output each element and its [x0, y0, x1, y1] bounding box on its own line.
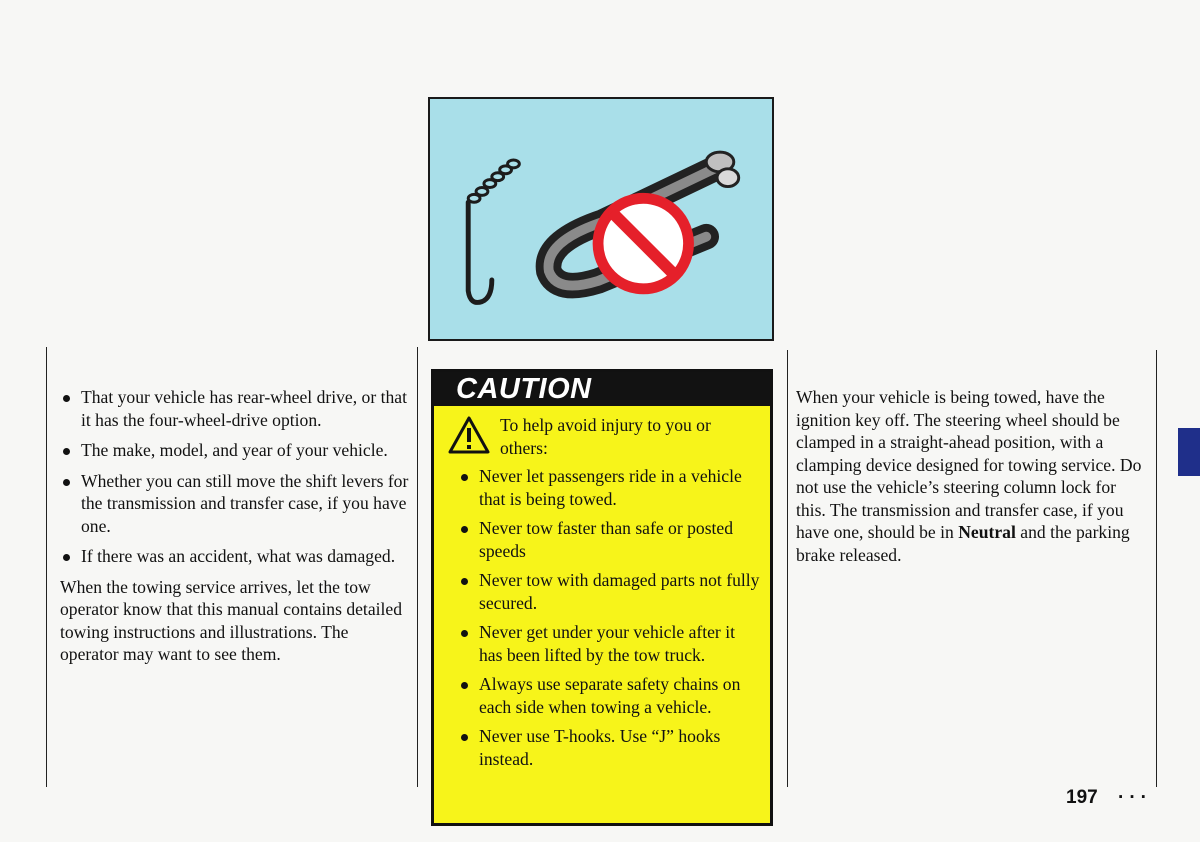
list-item: Never tow with damaged parts not fully secured. [458, 569, 760, 614]
page-number: 197 [1066, 787, 1098, 808]
j-hook-chain-icon [468, 160, 519, 302]
towing-hook-illustration [428, 97, 774, 341]
column-rule-left [46, 347, 47, 787]
page-dots: ··· [1118, 787, 1152, 808]
caution-heading: CAUTION [434, 372, 770, 406]
list-item: Always use separate safety chains on each side when towing a vehicle. [458, 673, 760, 718]
warning-triangle-icon [448, 416, 490, 454]
caution-intro [500, 414, 760, 459]
list-item: That your vehicle has rear-wheel drive, or that it has the four-wheel-drive option. [60, 386, 410, 431]
list-item: The make, model, and year of your vehicle. [60, 439, 410, 462]
list-item: If there was an accident, what was damaged. [60, 545, 410, 568]
caution-box [431, 369, 773, 826]
column-rule-center-right [787, 350, 788, 787]
caution-intro-text: To help avoid injury to you or others: [500, 415, 711, 458]
left-column [60, 386, 410, 666]
list-item: Never tow faster than safe or posted speeds [458, 517, 760, 562]
towing-service-paragraph: When the towing service arrives, let the tow operator know that this manual contains detailed towing instructions and illustrations. The operator may want to see them. [60, 576, 403, 664]
right-column [796, 386, 1142, 566]
towed-vehicle-paragraph [796, 386, 1142, 566]
list-item: Never use T-hooks. Use “J” hooks instead. [458, 725, 760, 770]
section-tab-marker [1178, 428, 1200, 476]
column-rule-center-left [417, 347, 418, 787]
list-item: Never get under your vehicle after it has been lifted by the tow truck. [458, 621, 760, 666]
paragraph-text-end: and the parking brake released. [796, 522, 1130, 565]
neutral-emphasis: Neutral [958, 522, 1016, 542]
paragraph-text: When your vehicle is being towed, have the ignition key off. The steering wheel should be clamped in a straight-ahead position, with a clamping device designed for towing service. Do not use the vehicle’s steering column lock for this. The transmission and transfer case, if you have one, should be in [796, 387, 1142, 542]
list-item: Never let passengers ride in a vehicle that is being towed. [458, 465, 760, 510]
list-item: Whether you can still move the shift levers for the transmission and transfer case, if you have one. [60, 470, 410, 538]
caution-list [458, 465, 760, 770]
prohibition-icon [598, 198, 688, 288]
towing-info-list [60, 386, 410, 568]
column-rule-right [1156, 350, 1157, 787]
